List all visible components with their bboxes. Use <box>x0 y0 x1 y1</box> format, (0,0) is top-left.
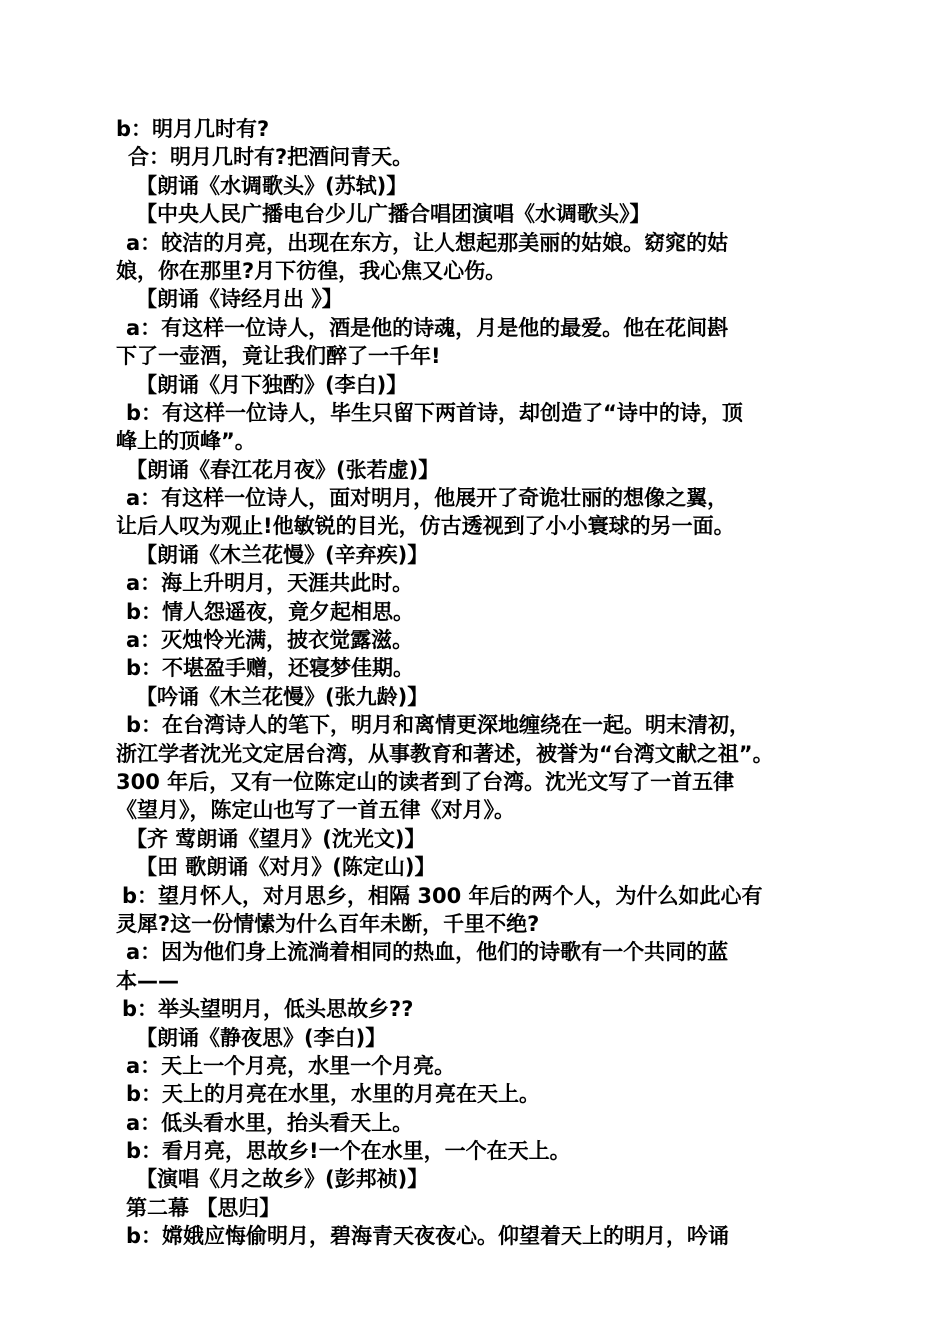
text-line: a：海上升明月，天涯共此时。 <box>126 571 414 596</box>
text-line: 【朗诵《春江花月夜》(张若虚)】 <box>126 457 440 482</box>
text-line: a：皎洁的月亮，出现在东方，让人想起那美丽的姑娘。窈窕的姑 <box>126 230 729 255</box>
text-line: b：天上的月亮在水里，水里的月亮在天上。 <box>126 1082 541 1107</box>
text-line: 【朗诵《月下独酌》(李白)】 <box>136 372 408 397</box>
text-line: 峰上的顶峰”。 <box>116 429 256 454</box>
text-line: 【朗诵《诗经月出 》】 <box>136 287 343 312</box>
text-line: a：有这样一位诗人，面对明月，他展开了奇诡壮丽的想像之翼， <box>126 486 729 511</box>
text-line: 【朗诵《水调歌头》(苏轼)】 <box>136 173 408 198</box>
text-line: 300 年后，又有一位陈定山的读者到了台湾。沈光文写了一首五律 <box>116 769 735 794</box>
text-line: b：嫦娥应悔偷明月，碧海青天夜夜心。仰望着天上的明月，吟诵 <box>126 1224 730 1249</box>
document-body <box>116 115 846 1251</box>
text-line: b：有这样一位诗人，毕生只留下两首诗，却创造了“诗中的诗，顶 <box>126 400 743 425</box>
text-line: 让后人叹为观止!他敏锐的目光，仿古透视到了小小寰球的另一面。 <box>116 514 735 539</box>
text-line: 下了一壶酒，竟让我们醉了一千年! <box>116 344 441 369</box>
text-line: a：因为他们身上流淌着相同的热血，他们的诗歌有一个共同的蓝 <box>126 940 729 965</box>
text-line: 【田 歌朗诵《对月》(陈定山)】 <box>136 855 436 880</box>
text-line: 【齐 莺朗诵《望月》(沈光文)】 <box>126 826 426 851</box>
text-line: 《望月》，陈定山也写了一首五律《对月》。 <box>116 798 515 823</box>
text-line: 本—— <box>116 968 179 993</box>
text-line: b：情人怨遥夜，竟夕起相思。 <box>126 599 415 624</box>
text-line: b：举头望明月，低头思故乡?? <box>122 997 414 1022</box>
text-line: 灵犀?这一份情愫为什么百年未断，千里不绝? <box>116 911 540 936</box>
text-line: 【吟诵《木兰花慢》(张九龄)】 <box>136 684 429 709</box>
text-line: 浙江学者沈光文定居台湾，从事教育和著述，被誉为“台湾文献之祖”。 <box>116 741 774 766</box>
text-line: a：低头看水里，抬头看天上。 <box>126 1110 414 1135</box>
text-line: b：在台湾诗人的笔下，明月和离情更深地缠绕在一起。明末清初， <box>126 713 751 738</box>
text-line: 【朗诵《静夜思》(李白)】 <box>136 1025 387 1050</box>
text-line: b：不堪盈手赠，还寝梦佳期。 <box>126 656 415 681</box>
text-line: b：看月亮，思故乡!一个在水里，一个在天上。 <box>126 1139 571 1164</box>
text-line: 娘，你在那里?月下彷徨，我心焦又心伤。 <box>116 258 507 283</box>
text-line: 【朗诵《木兰花慢》(辛弃疾)】 <box>136 542 429 567</box>
text-line: a：天上一个月亮，水里一个月亮。 <box>126 1053 456 1078</box>
text-line: 合：明月几时有?把酒问青天。 <box>128 145 414 170</box>
text-line: b：明月几时有? <box>116 117 270 141</box>
text-line: 第二幕 【思归】 <box>126 1195 281 1220</box>
text-line: a：灭烛怜光满，披衣觉露滋。 <box>126 628 414 653</box>
text-line: 【中央人民广播电台少儿广播合唱团演唱《水调歌头》】 <box>136 202 651 227</box>
text-line: 【演唱《月之故乡》(彭邦祯)】 <box>136 1167 429 1192</box>
text-line: b：望月怀人，对月思乡，相隔 300 年后的两个人，为什么如此心有 <box>122 883 763 908</box>
text-line: a：有这样一位诗人，酒是他的诗魂，月是他的最爱。他在花间斟 <box>126 315 729 340</box>
